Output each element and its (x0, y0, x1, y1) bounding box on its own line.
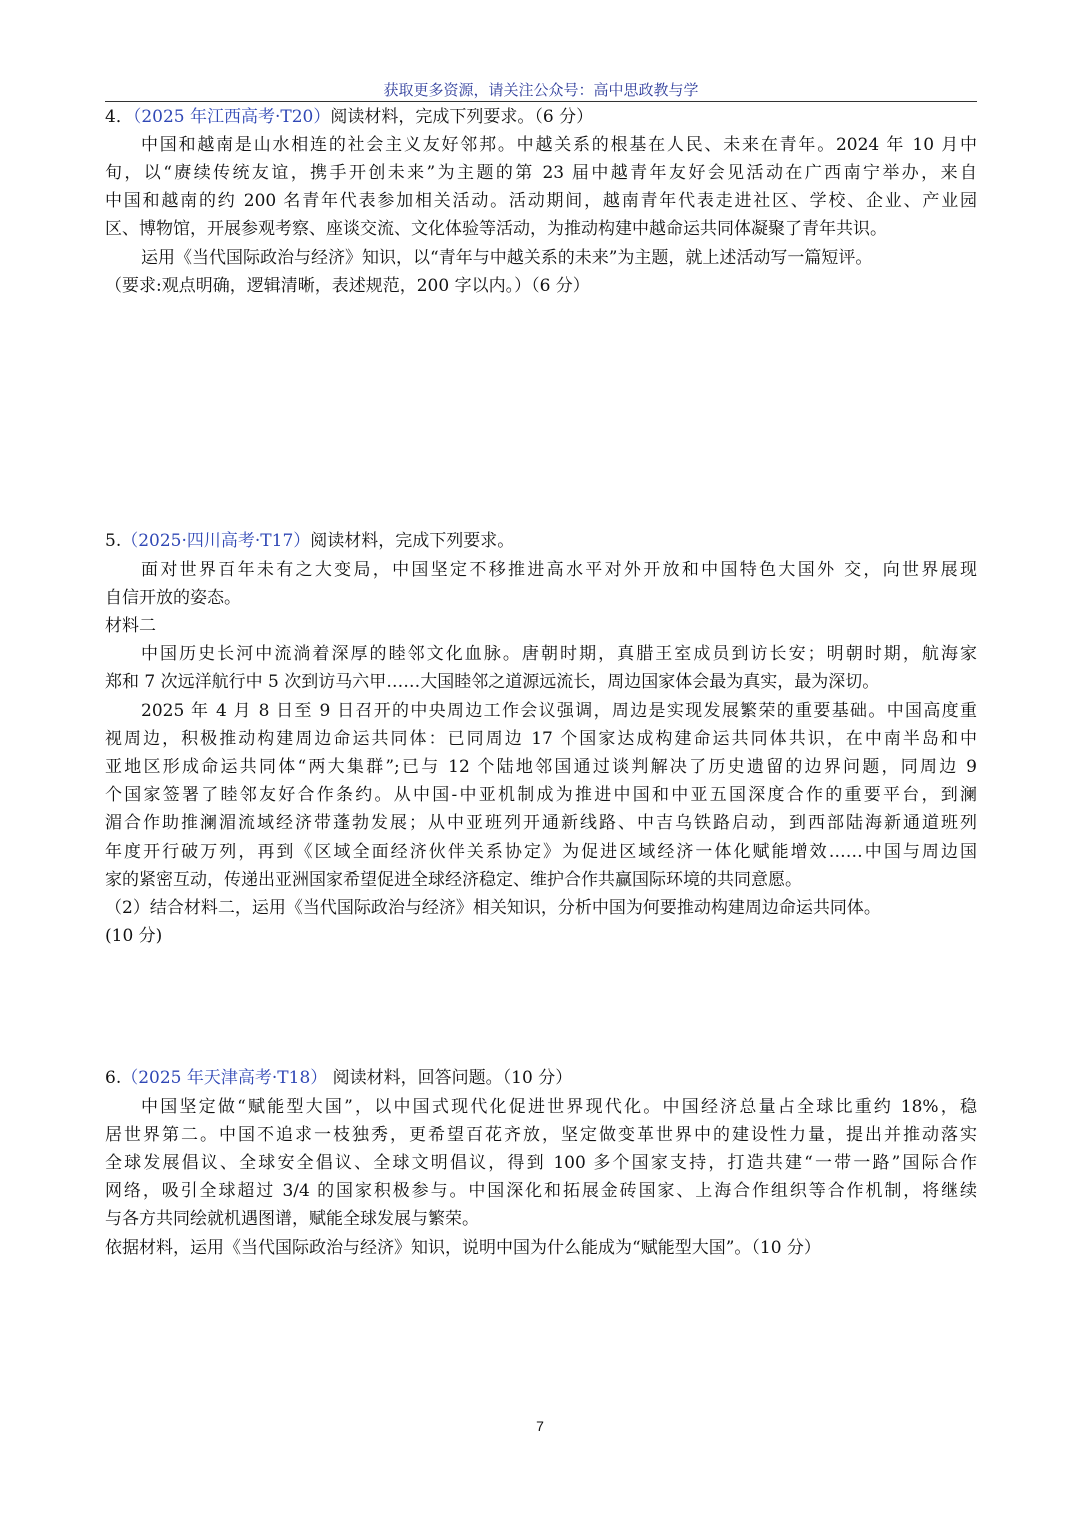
question-5-material-line: 家的紧密互动，传递出亚洲国家希望促进全球经济稳定、维护合作共赢国际环境的共同意愿。 (105, 870, 802, 890)
question-6-material-line: 与各方共同绘就机遇图谱，赋能全球发展与繁荣。 (105, 1209, 479, 1229)
page-header-note: 获取更多资源，请关注公众号：高中思政教与学 (383, 81, 699, 99)
question-4-prompt: 阅读材料，完成下列要求。（6 分） (330, 107, 594, 127)
question-5-intro-line: 自信开放的姿态。 (105, 588, 241, 608)
question-4-text-line: 中国和越南是山水相连的社会主义友好邻邦。中越关系的根基在人民、未来在青年。2024 年 10 月中 (141, 135, 977, 155)
question-6-source: （2025 年天津高考·T18） (121, 1068, 328, 1088)
question-6-heading (105, 1064, 977, 1092)
question-5-material-line: 视周边，积极推动构建周边命运共同体：已同周边 17 个国家达成构建命运共同体共识，在中南半岛和中 (105, 729, 977, 749)
question-5-score: (10 分) (105, 926, 163, 946)
question-5-number: 5. (105, 531, 122, 551)
question-5-prompt: 阅读材料，完成下列要求。 (310, 531, 515, 551)
question-6-material-line: 中国坚定做“赋能型大国”，以中国式现代化促进世界现代化。中国经济总量占全球比重约 18%，稳 (141, 1097, 977, 1117)
question-6-material-line: 居世界第二。中国不追求一枝独秀，更希望百花齐放，坚定做变革世界中的建设性力量，提出并推动落实 (105, 1125, 977, 1145)
question-4-heading (105, 103, 977, 131)
question-5-material-line: 湄合作助推澜湄流域经济带蓬勃发展；从中亚班列开通新线路、中吉乌铁路启动，到西部陆海新通道班列 (105, 813, 977, 833)
question-4-source: （2025 年江西高考·T20） (132, 107, 331, 127)
question-4-requirement: （要求:观点明确，逻辑清晰，表述规范，200 字以内。）（6 分） (105, 276, 590, 296)
material-two-label: 材料二 (105, 616, 156, 636)
question-4-text-line: 区、博物馆，开展参观考察、座谈交流、文化体验等活动，为推动构建中越命运共同体凝聚了青年共识。 (105, 219, 887, 239)
question-6-material-line: 网络，吸引全球超过 3/4 的国家积极参与。中国深化和拓展金砖国家、上海合作组织等合作机制，将继续 (105, 1181, 977, 1201)
page-number: 7 (536, 1418, 544, 1434)
question-5-material-line: 年度开行破万列，再到《区域全面经济伙伴关系协定》为促进区域经济一体化赋能增效……中国与周边国 (105, 842, 977, 862)
question-4-number: 4． (105, 107, 133, 127)
question-5-heading (105, 527, 977, 555)
question-6-number: 6. (105, 1068, 122, 1088)
question-5-material-line: 亚地区形成命运共同体“两大集群”;已与 12 个陆地邻国通过谈判解决了历史遗留的边界问题，同周边 9 (105, 757, 977, 777)
question-5-material-line: 2025 年 4 月 8 日至 9 日召开的中央周边工作会议强调，周边是实现发展繁荣的重要基础。中国高度重 (141, 701, 977, 721)
header-divider (105, 101, 977, 102)
question-5-source: （2025·四川高考·T17） (121, 531, 311, 551)
question-5-material-line: 中国历史长河中流淌着深厚的睦邻文化血脉。唐朝时期，真腊王室成员到访长安；明朝时期，航海家 (141, 644, 977, 664)
question-6-prompt: 阅读材料，回答问题。（10 分） (327, 1068, 573, 1088)
question-5-material-line: 个国家签署了睦邻友好合作条约。从中国-中亚机制成为推进中国和中亚五国深度合作的重要平台，到澜 (105, 785, 977, 805)
question-5-material-line: 郑和 7 次远洋航行中 5 次到访马六甲……大国睦邻之道源远流长，周边国家体会最为真实，最为深切。 (105, 672, 880, 692)
question-4-text-line: 旬，以“赓续传统友谊，携手开创未来”为主题的第 23 届中越青年友好会见活动在广西南宁举办，来自 (105, 163, 977, 183)
question-4-text-line: 中国和越南的约 200 名青年代表参加相关活动。活动期间，越南青年代表走进社区、学校、企业、产业园 (105, 191, 977, 211)
question-6-material-line: 全球发展倡议、全球安全倡议、全球文明倡议，得到 100 多个国家支持，打造共建“一带一路”国际合作 (105, 1153, 977, 1173)
question-4-task: 运用《当代国际政治与经济》知识，以“青年与中越关系的未来”为主题，就上述活动写一篇短评。 (141, 248, 873, 268)
question-5-subquestion: （2）结合材料二，运用《当代国际政治与经济》相关知识，分析中国为何要推动构建周边命运共同体。 (105, 898, 881, 918)
question-6-question: 依据材料，运用《当代国际政治与经济》知识，说明中国为什么能成为“赋能型大国”。（10 分） (105, 1238, 821, 1258)
question-5-intro-line: 面对世界百年未有之大变局，中国坚定不移推进高水平对外开放和中国特色大国外 交，向世界展现 (141, 560, 977, 580)
